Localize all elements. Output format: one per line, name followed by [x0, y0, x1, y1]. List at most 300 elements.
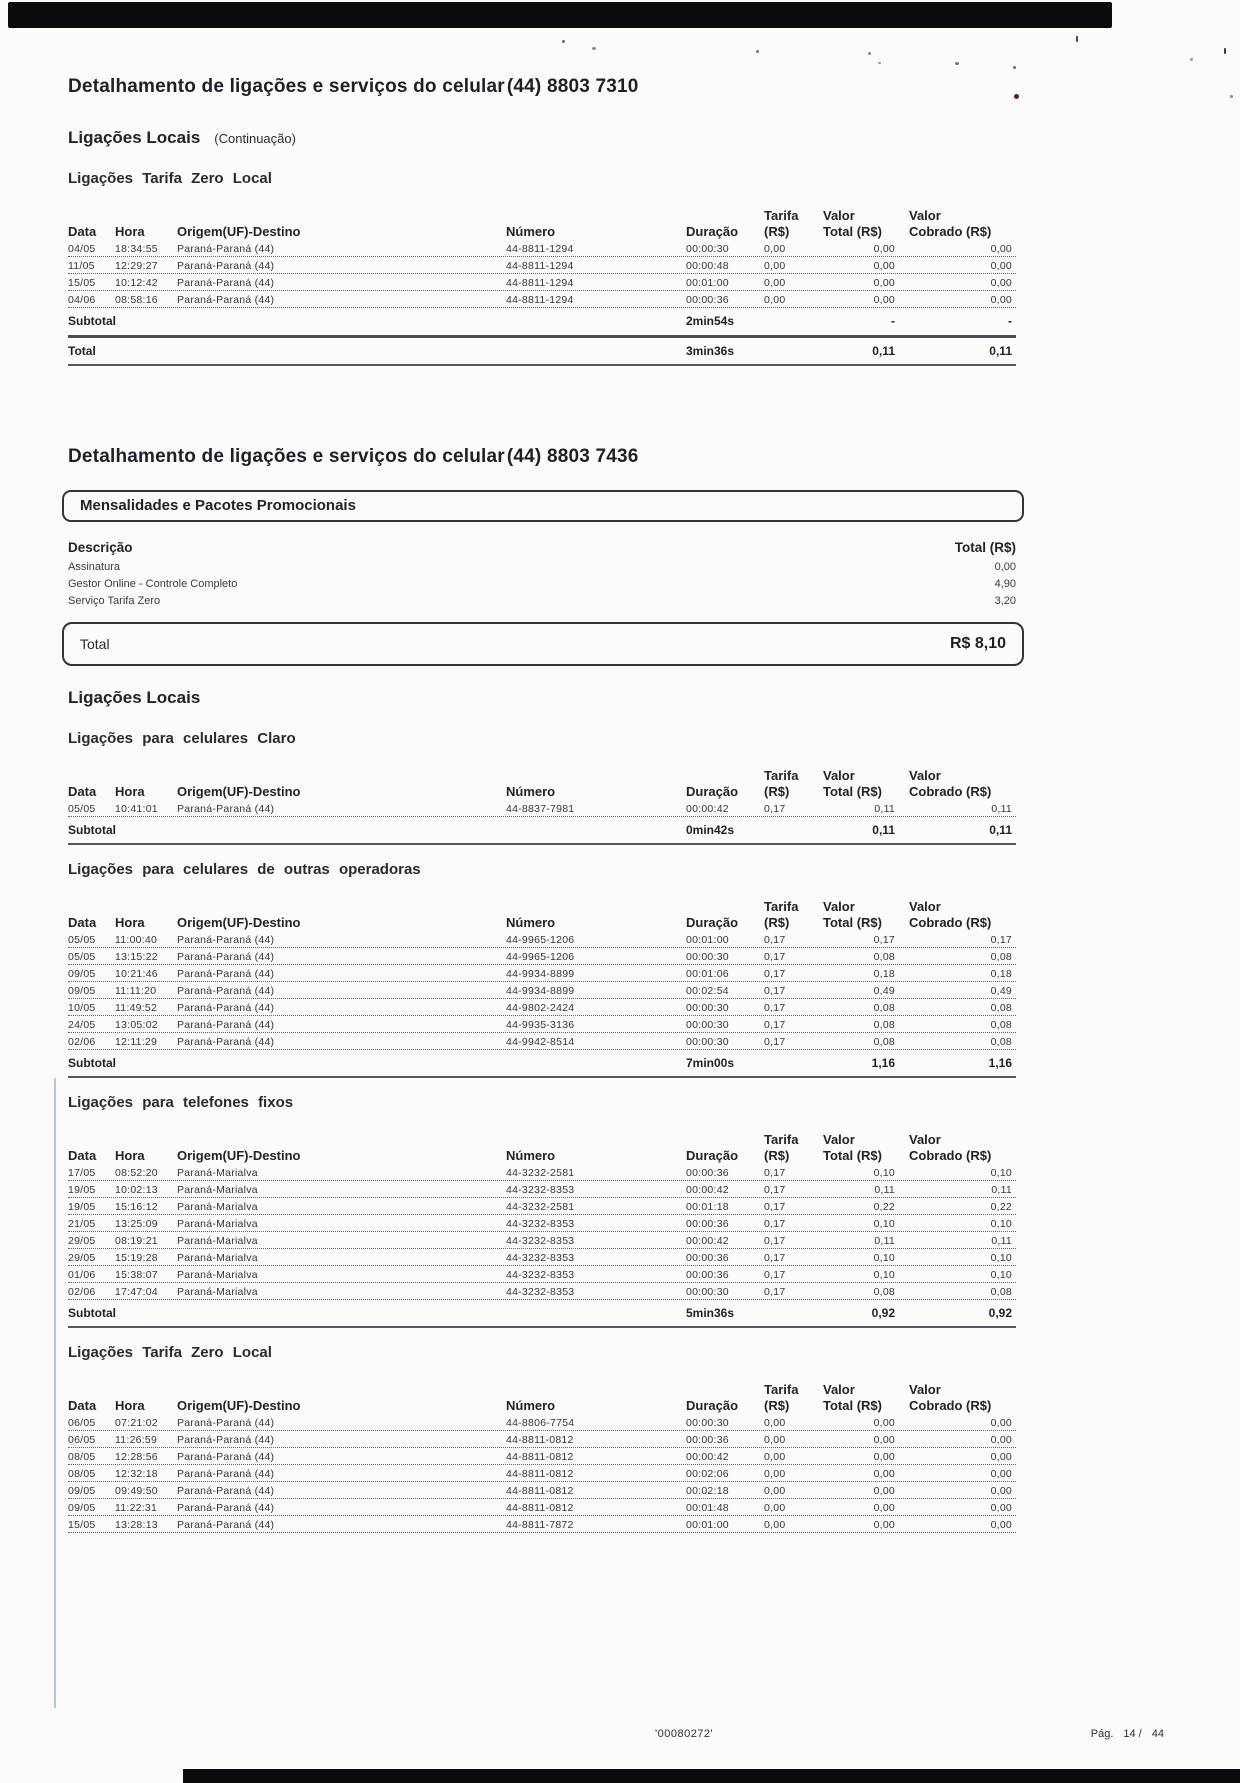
call-row	[68, 1499, 1016, 1516]
summary-valor-cobrado: 0,11	[989, 344, 1012, 358]
call-row	[68, 291, 1016, 308]
scan-artifact-blue-line	[54, 1078, 56, 1708]
cell-valor-total: 0,22	[873, 1201, 895, 1213]
cell-valor-cobrado: 0,17	[990, 934, 1012, 946]
cell-hora: 08:58:16	[115, 294, 158, 306]
cell-numero: 44-8811-0812	[506, 1502, 574, 1514]
cell-origem: Paraná-Marialva	[177, 1218, 258, 1230]
col-numero: Número	[506, 1397, 556, 1413]
cell-hora: 08:19:21	[115, 1235, 158, 1247]
cell-tarifa: 0,17	[764, 951, 786, 963]
cell-numero: 44-8811-7872	[506, 1519, 574, 1531]
cell-numero: 44-3232-8353	[506, 1269, 575, 1281]
col-numero: Número	[506, 914, 556, 930]
cell-origem: Paraná-Paraná (44)	[177, 803, 275, 815]
summary-duration: 3min36s	[686, 344, 735, 358]
cell-tarifa: 0,00	[764, 1434, 786, 1446]
cell-origem: Paraná-Marialva	[177, 1269, 258, 1281]
cell-origem: Paraná-Marialva	[177, 1286, 258, 1298]
cell-tarifa: 0,17	[764, 934, 786, 946]
cell-tarifa: 0,17	[764, 1167, 786, 1179]
fee-description: Assinatura	[68, 560, 120, 573]
cell-tarifa: 0,17	[764, 1218, 786, 1230]
cell-duracao: 00:00:48	[686, 260, 729, 272]
cell-numero: 44-9934-8899	[506, 985, 575, 997]
col-origem: Origem(UF)-Destino	[177, 783, 301, 799]
calls-table-outras	[68, 897, 1016, 1078]
cell-hora: 09:49:50	[115, 1485, 158, 1497]
fees-list	[68, 558, 1016, 609]
fee-description: Serviço Tarifa Zero	[68, 594, 161, 607]
section2-title-text: Detalhamento de ligações e serviços do celular	[68, 446, 505, 467]
col-hora: Hora	[115, 1147, 145, 1163]
cell-data: 05/05	[68, 803, 96, 815]
cell-valor-cobrado: 0,10	[990, 1269, 1012, 1281]
cell-hora: 12:11:29	[115, 1036, 158, 1048]
subtotal-row	[68, 308, 1016, 333]
cell-valor-cobrado: 0,11	[991, 1235, 1012, 1247]
cell-valor-total: 0,11	[874, 803, 895, 815]
cell-duracao: 00:00:30	[686, 1417, 729, 1429]
cell-valor-total: 0,18	[873, 968, 895, 980]
summary-duration: 5min36s	[686, 1306, 735, 1320]
cell-tarifa: 0,00	[764, 277, 786, 289]
cell-tarifa: 0,00	[764, 1417, 786, 1429]
cell-numero: 44-8811-1294	[506, 277, 574, 289]
cell-tarifa: 0,00	[764, 243, 786, 255]
cell-tarifa: 0,17	[764, 1184, 786, 1196]
calls-table-tarifa-zero-1	[68, 206, 1016, 366]
section1-title	[68, 0, 1016, 98]
call-row	[68, 1465, 1016, 1482]
cell-duracao: 00:00:30	[686, 243, 729, 255]
fees-total-box	[62, 622, 1024, 666]
cell-valor-cobrado: 0,08	[990, 1036, 1012, 1048]
cell-data: 06/05	[68, 1434, 96, 1446]
cell-origem: Paraná-Paraná (44)	[177, 1002, 275, 1014]
bill-page-content	[68, 0, 1016, 1533]
call-row	[68, 1215, 1016, 1232]
cell-origem: Paraná-Paraná (44)	[177, 1502, 275, 1514]
cell-numero: 44-8811-0812	[506, 1468, 574, 1480]
cell-origem: Paraná-Paraná (44)	[177, 243, 275, 255]
cell-hora: 18:34:55	[115, 243, 158, 255]
cell-valor-cobrado: 0,00	[990, 1451, 1012, 1463]
call-row	[68, 999, 1016, 1016]
fees-col-total: Total (R$)	[954, 540, 1016, 555]
col-origem: Origem(UF)-Destino	[177, 1397, 301, 1413]
summary-valor-total: -	[891, 314, 895, 328]
call-row	[68, 274, 1016, 291]
cell-duracao: 00:00:36	[686, 1218, 729, 1230]
cell-valor-total: 0,49	[873, 985, 895, 997]
col-valor-cobrado: Valor Cobrado (R$)	[909, 1131, 992, 1163]
col-valor-cobrado: Valor Cobrado (R$)	[909, 898, 992, 930]
cell-valor-cobrado: 0,18	[990, 968, 1012, 980]
col-hora: Hora	[115, 914, 145, 930]
footer-page-current: 14 /	[1123, 1728, 1142, 1740]
col-duracao: Duração	[686, 783, 739, 799]
cell-data: 19/05	[68, 1184, 96, 1196]
cell-data: 21/05	[68, 1218, 96, 1230]
cell-data: 15/05	[68, 277, 96, 289]
cell-data: 05/05	[68, 934, 96, 946]
cell-tarifa: 0,00	[764, 1519, 786, 1531]
cell-duracao: 00:00:30	[686, 1036, 729, 1048]
col-data: Data	[68, 223, 97, 239]
summary-valor-cobrado: -	[1008, 314, 1012, 328]
cell-hora: 13:25:09	[115, 1218, 158, 1230]
section2-phone-number: (44) 8803 7436	[506, 446, 639, 467]
cell-origem: Paraná-Marialva	[177, 1252, 258, 1264]
cell-hora: 13:05:02	[115, 1019, 158, 1031]
cell-data: 08/05	[68, 1468, 96, 1480]
cell-origem: Paraná-Paraná (44)	[177, 1036, 275, 1048]
cell-numero: 44-8811-0812	[506, 1434, 574, 1446]
cell-valor-total: 0,11	[874, 1235, 895, 1247]
cell-origem: Paraná-Paraná (44)	[177, 951, 275, 963]
cell-valor-cobrado: 0,11	[991, 1184, 1012, 1196]
table-title-claro: Ligações para celulares Claro	[68, 730, 296, 747]
call-row	[68, 1414, 1016, 1431]
summary-valor-total: 1,16	[871, 1056, 895, 1070]
cell-tarifa: 0,17	[764, 1201, 786, 1213]
table-header-row	[68, 1380, 1016, 1414]
cell-data: 02/06	[68, 1036, 96, 1048]
page-footer	[0, 1728, 1240, 1748]
cell-hora: 13:15:22	[115, 951, 158, 963]
col-duracao: Duração	[686, 223, 739, 239]
divider	[68, 843, 1016, 845]
table-header-row	[68, 897, 1016, 931]
cell-origem: Paraná-Marialva	[177, 1235, 258, 1247]
call-row	[68, 1283, 1016, 1300]
cell-hora: 11:00:40	[115, 934, 158, 946]
summary-valor-total: 0,11	[872, 823, 895, 837]
subtotal-row	[68, 817, 1016, 842]
call-row	[68, 257, 1016, 274]
cell-numero: 44-8811-1294	[506, 243, 574, 255]
cell-duracao: 00:00:42	[686, 1235, 729, 1247]
call-row	[68, 1448, 1016, 1465]
col-valor-cobrado: Valor Cobrado (R$)	[909, 207, 992, 239]
col-duracao: Duração	[686, 1147, 739, 1163]
col-data: Data	[68, 783, 97, 799]
section1-group-heading	[68, 128, 1016, 148]
cell-data: 05/05	[68, 951, 96, 963]
cell-valor-cobrado: 0,00	[990, 294, 1012, 306]
cell-hora: 12:32:18	[115, 1468, 158, 1480]
summary-duration: 0min42s	[686, 823, 735, 837]
cell-duracao: 00:01:48	[686, 1502, 729, 1514]
cell-valor-total: 0,11	[874, 1184, 895, 1196]
cell-hora: 10:21:46	[115, 968, 158, 980]
cell-data: 09/05	[68, 968, 96, 980]
fees-col-description: Descrição	[68, 540, 133, 555]
cell-valor-total: 0,10	[873, 1167, 895, 1179]
cell-valor-total: 0,00	[873, 1485, 895, 1497]
call-row	[68, 1482, 1016, 1499]
cell-numero: 44-3232-8353	[506, 1218, 575, 1230]
section2-group-heading: Ligações Locais	[68, 688, 201, 707]
table-body	[68, 800, 1016, 817]
cell-valor-total: 0,08	[873, 1036, 895, 1048]
table-body	[68, 931, 1016, 1050]
cell-numero: 44-9802-2424	[506, 1002, 575, 1014]
cell-valor-total: 0,08	[873, 951, 895, 963]
section1-title-text: Detalhamento de ligações e serviços do celular	[68, 76, 505, 97]
call-row	[68, 1266, 1016, 1283]
fee-value: 4,90	[994, 577, 1016, 590]
cell-duracao: 00:00:36	[686, 1269, 729, 1281]
col-tarifa: Tarifa (R$)	[764, 1381, 799, 1413]
col-numero: Número	[506, 783, 556, 799]
cell-hora: 17:47:04	[115, 1286, 158, 1298]
cell-data: 01/06	[68, 1269, 96, 1281]
summary-valor-total: 0,92	[871, 1306, 895, 1320]
cell-data: 09/05	[68, 1502, 96, 1514]
cell-duracao: 00:01:06	[686, 968, 729, 980]
cell-origem: Paraná-Paraná (44)	[177, 1519, 275, 1531]
cell-valor-cobrado: 0,00	[990, 1519, 1012, 1531]
cell-origem: Paraná-Paraná (44)	[177, 1019, 275, 1031]
table-title-tarifa-zero-2: Ligações Tarifa Zero Local	[68, 1344, 272, 1361]
cell-data: 11/05	[68, 260, 95, 272]
cell-tarifa: 0,00	[764, 1451, 786, 1463]
cell-origem: Paraná-Marialva	[177, 1201, 258, 1213]
cell-data: 04/06	[68, 294, 96, 306]
col-duracao: Duração	[686, 1397, 739, 1413]
section2-title	[68, 366, 1016, 468]
summary-duration: 2min54s	[686, 314, 735, 328]
cell-valor-cobrado: 0,00	[990, 1502, 1012, 1514]
cell-duracao: 00:00:42	[686, 1451, 729, 1463]
cell-hora: 08:52:20	[115, 1167, 158, 1179]
fees-total-value: R$ 8,10	[949, 635, 1006, 652]
cell-origem: Paraná-Paraná (44)	[177, 1417, 275, 1429]
cell-valor-cobrado: 0,00	[990, 243, 1012, 255]
cell-valor-total: 0,17	[873, 934, 895, 946]
cell-data: 08/05	[68, 1451, 96, 1463]
cell-tarifa: 0,00	[764, 1485, 786, 1497]
cell-hora: 11:11:20	[115, 985, 157, 997]
call-row	[68, 965, 1016, 982]
cell-numero: 44-9965-1206	[506, 934, 575, 946]
section1-phone-number: (44) 8803 7310	[506, 76, 639, 97]
cell-valor-total: 0,10	[873, 1218, 895, 1230]
cell-origem: Paraná-Paraná (44)	[177, 277, 275, 289]
cell-data: 29/05	[68, 1252, 96, 1264]
cell-data: 09/05	[68, 985, 96, 997]
call-row	[68, 1516, 1016, 1533]
cell-duracao: 00:00:30	[686, 1286, 729, 1298]
cell-origem: Paraná-Paraná (44)	[177, 1451, 275, 1463]
cell-numero: 44-9965-1206	[506, 951, 575, 963]
cell-origem: Paraná-Paraná (44)	[177, 968, 275, 980]
cell-valor-cobrado: 0,08	[990, 1286, 1012, 1298]
col-tarifa: Tarifa (R$)	[764, 207, 799, 239]
cell-valor-cobrado: 0,00	[990, 1468, 1012, 1480]
call-row	[68, 982, 1016, 999]
cell-data: 24/05	[68, 1019, 96, 1031]
cell-duracao: 00:00:30	[686, 951, 729, 963]
cell-valor-total: 0,10	[873, 1252, 895, 1264]
cell-tarifa: 0,17	[764, 985, 786, 997]
cell-data: 17/05	[68, 1167, 96, 1179]
cell-hora: 07:21:02	[115, 1417, 158, 1429]
call-row	[68, 931, 1016, 948]
cell-origem: Paraná-Paraná (44)	[177, 1434, 275, 1446]
cell-valor-total: 0,00	[873, 277, 895, 289]
cell-duracao: 00:00:30	[686, 1002, 729, 1014]
cell-valor-total: 0,00	[873, 1434, 895, 1446]
cell-valor-total: 0,00	[873, 1451, 895, 1463]
cell-hora: 11:22:31	[115, 1502, 158, 1514]
cell-tarifa: 0,00	[764, 260, 786, 272]
divider	[68, 1326, 1016, 1328]
cell-tarifa: 0,17	[764, 1036, 786, 1048]
summary-valor-cobrado: 0,11	[989, 823, 1012, 837]
cell-tarifa: 0,17	[764, 1269, 786, 1281]
cell-duracao: 00:00:42	[686, 803, 729, 815]
col-valor-total: Valor Total (R$)	[823, 767, 882, 799]
cell-numero: 44-8837-7981	[506, 803, 575, 815]
cell-valor-total: 0,00	[873, 1502, 895, 1514]
cell-valor-total: 0,00	[873, 260, 895, 272]
scan-speck	[1076, 36, 1078, 42]
col-tarifa: Tarifa (R$)	[764, 898, 799, 930]
cell-data: 15/05	[68, 1519, 96, 1531]
cell-valor-total: 0,08	[873, 1019, 895, 1031]
cell-numero: 44-3232-8353	[506, 1184, 575, 1196]
summary-label: Subtotal	[68, 314, 116, 328]
call-row	[68, 1198, 1016, 1215]
cell-tarifa: 0,17	[764, 1286, 786, 1298]
call-row	[68, 1033, 1016, 1050]
cell-origem: Paraná-Paraná (44)	[177, 934, 275, 946]
cell-numero: 44-3232-8353	[506, 1286, 575, 1298]
call-row	[68, 800, 1016, 817]
fees-column-headers	[68, 540, 1016, 555]
cell-origem: Paraná-Paraná (44)	[177, 260, 275, 272]
fee-item	[68, 592, 1016, 609]
cell-numero: 44-8811-1294	[506, 260, 574, 272]
cell-origem: Paraná-Paraná (44)	[177, 985, 275, 997]
group-title: Ligações Locais	[68, 128, 201, 147]
cell-numero: 44-3232-8353	[506, 1235, 575, 1247]
footer-page-info	[1091, 1728, 1164, 1740]
col-valor-total: Valor Total (R$)	[823, 1381, 882, 1413]
cell-data: 04/05	[68, 243, 96, 255]
table-title-outras: Ligações para celulares de outras operadoras	[68, 861, 421, 878]
col-hora: Hora	[115, 223, 145, 239]
call-row	[68, 1016, 1016, 1033]
cell-valor-total: 0,00	[873, 1468, 895, 1480]
calls-table-fixos	[68, 1130, 1016, 1328]
cell-numero: 44-3232-2581	[506, 1167, 575, 1179]
cell-duracao: 00:00:30	[686, 1019, 729, 1031]
cell-hora: 10:41:01	[115, 803, 158, 815]
call-row	[68, 1249, 1016, 1266]
cell-tarifa: 0,00	[764, 1502, 786, 1514]
cell-valor-total: 0,08	[873, 1002, 895, 1014]
footer-page-total: 44	[1151, 1728, 1164, 1740]
cell-tarifa: 0,17	[764, 803, 786, 815]
call-row	[68, 1232, 1016, 1249]
cell-hora: 15:19:28	[115, 1252, 158, 1264]
footer-document-code: '00080272'	[655, 1728, 714, 1740]
fee-value: 3,20	[994, 594, 1016, 607]
call-row	[68, 948, 1016, 965]
fee-item	[68, 558, 1016, 575]
cell-origem: Paraná-Marialva	[177, 1167, 258, 1179]
cell-hora: 10:12:42	[115, 277, 158, 289]
call-row	[68, 1164, 1016, 1181]
cell-valor-total: 0,00	[873, 243, 895, 255]
cell-data: 19/05	[68, 1201, 96, 1213]
divider	[68, 1076, 1016, 1078]
call-row	[68, 240, 1016, 257]
summary-label: Subtotal	[68, 823, 116, 837]
cell-duracao: 00:00:36	[686, 1434, 729, 1446]
table-header-row	[68, 206, 1016, 240]
cell-numero: 44-9942-8514	[506, 1036, 575, 1048]
scan-speck	[1224, 48, 1226, 54]
cell-valor-cobrado: 0,00	[990, 277, 1012, 289]
table-header-row	[68, 1130, 1016, 1164]
cell-numero: 44-8811-0812	[506, 1485, 574, 1497]
table-header-row	[68, 766, 1016, 800]
subtotal-row	[68, 1050, 1016, 1075]
col-origem: Origem(UF)-Destino	[177, 223, 301, 239]
col-numero: Número	[506, 1147, 556, 1163]
cell-duracao: 00:02:54	[686, 985, 729, 997]
cell-numero: 44-3232-8353	[506, 1252, 575, 1264]
cell-origem: Paraná-Paraná (44)	[177, 1468, 275, 1480]
col-origem: Origem(UF)-Destino	[177, 1147, 301, 1163]
cell-duracao: 00:01:00	[686, 934, 729, 946]
cell-duracao: 00:00:42	[686, 1184, 729, 1196]
cell-valor-cobrado: 0,00	[990, 1485, 1012, 1497]
cell-tarifa: 0,17	[764, 1019, 786, 1031]
cell-valor-total: 0,10	[873, 1269, 895, 1281]
cell-duracao: 00:02:18	[686, 1485, 729, 1497]
summary-label: Subtotal	[68, 1306, 116, 1320]
cell-numero: 44-9934-8899	[506, 968, 575, 980]
col-hora: Hora	[115, 783, 145, 799]
col-hora: Hora	[115, 1397, 145, 1413]
col-valor-total: Valor Total (R$)	[823, 207, 882, 239]
fee-description: Gestor Online - Controle Completo	[68, 577, 238, 590]
col-tarifa: Tarifa (R$)	[764, 1131, 799, 1163]
fee-value: 0,00	[994, 560, 1016, 573]
col-valor-total: Valor Total (R$)	[823, 1131, 882, 1163]
summary-valor-cobrado: 0,92	[988, 1306, 1012, 1320]
cell-data: 09/05	[68, 1485, 96, 1497]
cell-valor-cobrado: 0,49	[990, 985, 1012, 997]
cell-valor-total: 0,00	[873, 1519, 895, 1531]
cell-hora: 13:28:13	[115, 1519, 158, 1531]
cell-valor-cobrado: 0,10	[990, 1167, 1012, 1179]
col-duracao: Duração	[686, 914, 739, 930]
cell-valor-cobrado: 0,22	[990, 1201, 1012, 1213]
cell-hora: 11:26:59	[115, 1434, 158, 1446]
col-tarifa: Tarifa (R$)	[764, 767, 799, 799]
cell-duracao: 00:01:18	[686, 1201, 729, 1213]
cell-numero: 44-9935-3136	[506, 1019, 575, 1031]
scan-speck	[1230, 95, 1233, 98]
continuation-note: (Continuação)	[214, 131, 296, 146]
